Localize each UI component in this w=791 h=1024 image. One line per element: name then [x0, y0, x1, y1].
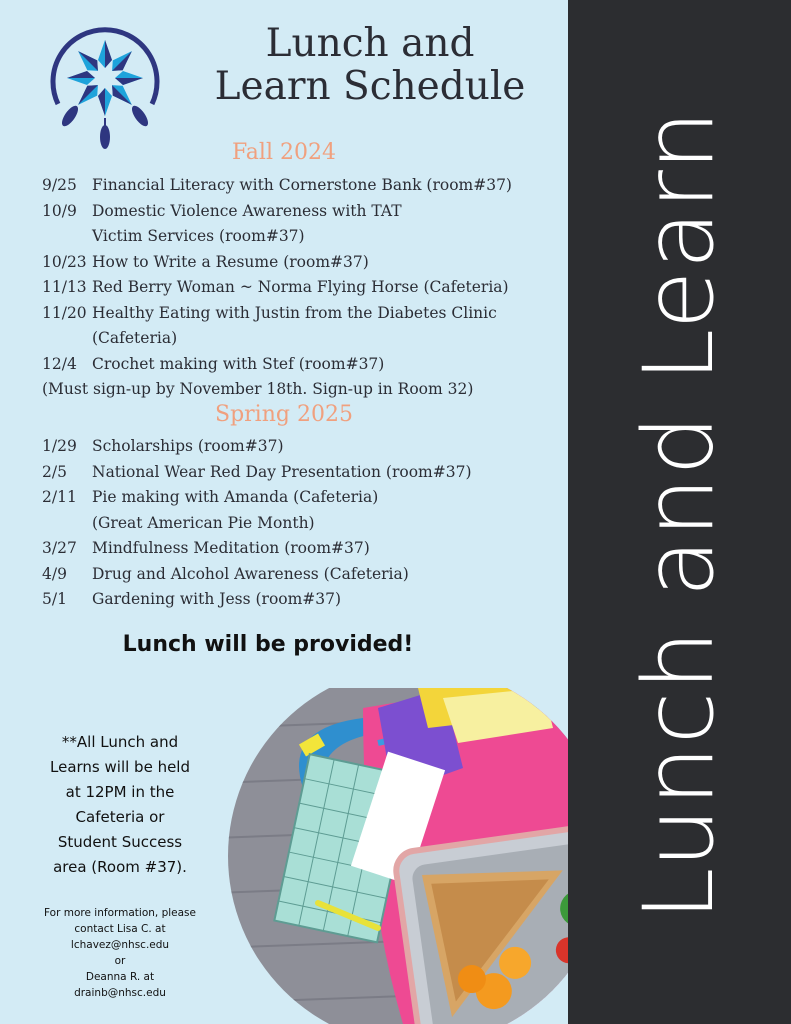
- signup-note: (Must sign-up by November 18th. Sign-up in Room 32): [42, 380, 474, 398]
- schedule-date: 2/11: [42, 488, 77, 506]
- title-line-1: Lunch and: [265, 21, 475, 66]
- schedule-row: [42, 250, 562, 276]
- location-info: [22, 730, 218, 880]
- lunch-provided-text: Lunch will be provided!: [122, 632, 414, 657]
- schedule-row: [42, 173, 562, 199]
- schedule-row: [42, 199, 562, 225]
- schedule-title: Mindfulness Meditation (room#37): [92, 539, 370, 557]
- schedule-date: 11/13: [42, 278, 87, 296]
- title-line-2: Learn Schedule: [214, 64, 526, 109]
- schedule-row-continued: [42, 224, 562, 250]
- schedule-title: Victim Services (room#37): [92, 227, 305, 245]
- schedule-date: 1/29: [42, 437, 77, 455]
- schedule-date: 4/9: [42, 564, 67, 583]
- schedule-date: 2/5: [42, 462, 67, 481]
- schedule-title: Pie making with Amanda (Cafeteria): [92, 488, 379, 506]
- info-line: **All Lunch and: [61, 733, 179, 751]
- schedule-title: National Wear Red Day Presentation (room#37): [92, 462, 472, 481]
- schedule-title: Crochet making with Stef (room#37): [92, 354, 385, 373]
- schedule-row: [42, 460, 562, 486]
- schedule-title: Financial Literacy with Cornerstone Bank (room#37): [92, 176, 512, 194]
- schedule-date: 12/4: [42, 354, 77, 373]
- schedule-title: Healthy Eating with Justin from the Diabetes Clinic: [92, 303, 497, 322]
- schedule-title: How to Write a Resume (room#37): [92, 252, 369, 271]
- schedule-title: Drug and Alcohol Awareness (Cafeteria): [92, 564, 409, 583]
- fall-schedule: [42, 173, 562, 403]
- contact-email-link[interactable]: lchavez@nhsc.edu: [70, 939, 170, 951]
- schedule-date: 3/27: [42, 539, 77, 557]
- schedule-row: [42, 352, 562, 378]
- contact-line: contact Lisa C. at: [74, 923, 166, 935]
- contact-line: Deanna R. at: [85, 971, 155, 983]
- info-line: at 12PM in the: [65, 783, 175, 801]
- schedule-date: 9/25: [42, 176, 77, 194]
- lunchbox-backpack-photo: [213, 688, 625, 1024]
- schedule-row: [42, 587, 562, 613]
- contact-email-link[interactable]: drainb@nhsc.edu: [74, 987, 166, 999]
- info-line: Cafeteria or: [75, 808, 165, 826]
- schedule-date: 5/1: [42, 590, 67, 608]
- spring-schedule: [42, 434, 562, 613]
- schedule-row-continued: [42, 511, 562, 537]
- schedule-row-continued: [42, 326, 562, 352]
- schedule-row: [42, 434, 562, 460]
- schedule-row: [42, 301, 562, 327]
- contact-line: For more information, please: [44, 907, 196, 919]
- page-title: [180, 22, 560, 108]
- schedule-title: (Great American Pie Month): [92, 513, 315, 532]
- info-line: Learns will be held: [50, 758, 190, 776]
- sidebar-vertical-title: Lunch and Learn: [623, 108, 735, 922]
- schedule-title: Red Berry Woman ~ Norma Flying Horse (Cafeteria): [92, 278, 509, 296]
- contact-line: or: [114, 955, 126, 967]
- schedule-date: 10/23: [42, 252, 87, 271]
- schedule-title: (Cafeteria): [92, 329, 178, 347]
- info-line: area (Room #37).: [53, 858, 187, 876]
- schedule-title: Scholarships (room#37): [92, 437, 284, 455]
- spring-heading: Spring 2025: [215, 402, 353, 427]
- schedule-row: [42, 562, 562, 588]
- fall-heading: Fall 2024: [232, 140, 336, 165]
- schedule-row: [42, 275, 562, 301]
- schedule-title: Domestic Violence Awareness with TAT: [92, 201, 402, 220]
- schedule-date: 10/9: [42, 201, 77, 220]
- star-quilt-dreamcatcher-icon: [40, 22, 170, 150]
- schedule-row: [42, 485, 562, 511]
- schedule-row: [42, 536, 562, 562]
- schedule-date: 11/20: [42, 303, 87, 322]
- schedule-title: Gardening with Jess (room#37): [92, 590, 342, 608]
- info-line: Student Success: [57, 833, 183, 851]
- contact-info: [22, 905, 218, 1001]
